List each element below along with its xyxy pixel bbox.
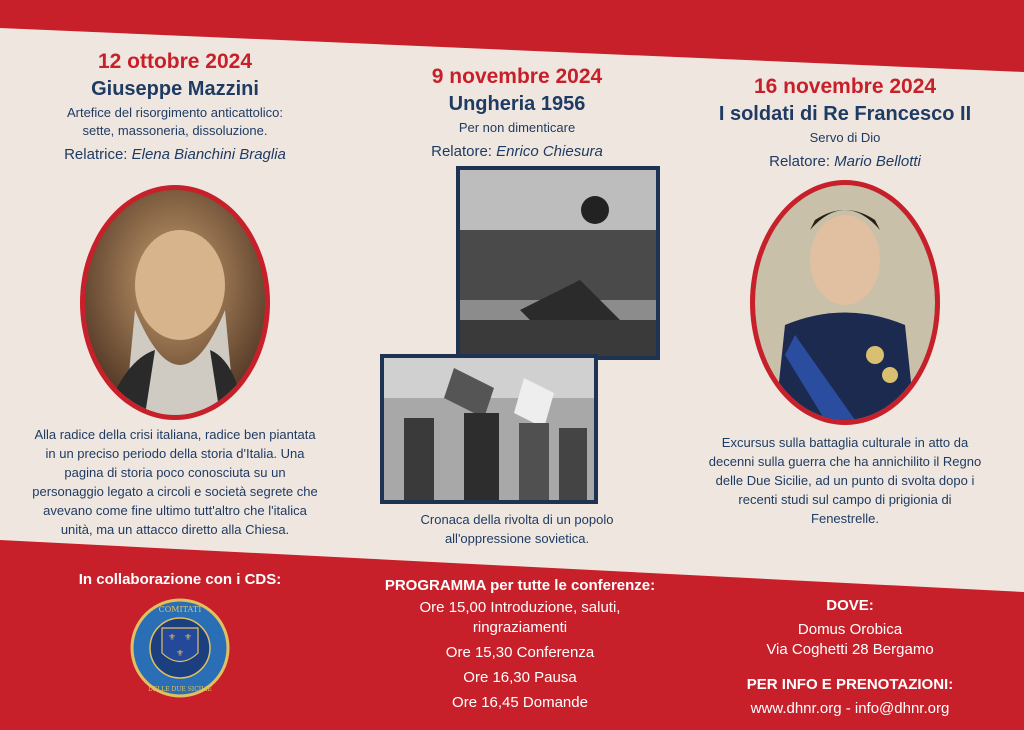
description-line: Alla radice della crisi italiana, radice ben piantata	[34, 427, 316, 442]
where-heading: DOVE:	[826, 597, 874, 614]
logo-bottom-text: DELLE DUE SICILIE	[148, 686, 212, 693]
portrait-mazzini	[80, 185, 270, 420]
venue-line: Domus Orobica	[797, 621, 903, 638]
event-date: 9 novembre 2024	[431, 65, 603, 88]
cds-logo	[130, 598, 230, 698]
event-speaker	[30, 146, 320, 163]
description-line: recenti studi sul campo di prigionia di	[738, 492, 952, 507]
speaker-role: Relatrice:	[64, 146, 128, 163]
event-column-3	[690, 75, 1000, 170]
description-line: Excursus sulla battaglia culturale in atto da	[721, 435, 969, 450]
event-subtitle-line: Per non dimenticare	[458, 120, 576, 135]
portrait-francesco-ii	[750, 180, 940, 425]
event-subtitle-line: Artefice del risorgimento anticattolico:	[66, 105, 284, 120]
description-line: in un preciso periodo della storia d'Italia. Una	[45, 446, 305, 461]
speaker-role: Relatore:	[431, 143, 492, 160]
event-date: 12 ottobre 2024	[97, 50, 253, 73]
description-line: unità, ma un attacco diretto alla Chiesa.	[60, 522, 290, 537]
event-subtitle-line: Servo di Dio	[809, 130, 881, 145]
program-line: Ore 15,30 Conferenza	[445, 644, 595, 661]
contact-line[interactable]: www.dhnr.org - info@dhnr.org	[750, 700, 950, 717]
event-speaker	[372, 143, 662, 160]
description-line: personaggio legato a circoli e società segrete che	[32, 484, 318, 499]
description-line: decenni sulla guerra che ha annichilito il Regno	[708, 454, 982, 469]
description-line: Cronaca della rivolta di un popolo	[420, 512, 614, 527]
logo-top-text: COMITATI	[158, 605, 202, 614]
event-column-1	[30, 50, 320, 163]
program-line: Ore 16,45 Domande	[452, 694, 588, 711]
svg-text:⚜: ⚜	[175, 649, 185, 659]
description-line: avevano come fine ultimo tutt'altro che l'italica	[43, 503, 307, 518]
speaker-name: Elena Bianchini Braglia	[131, 146, 286, 163]
venue-line: Via Coghetti 28 Bergamo	[766, 641, 934, 658]
info-heading: PER INFO E PRENOTAZIONI:	[746, 676, 954, 693]
speaker-name: Mario Bellotti	[834, 153, 921, 170]
description-line: all'oppressione sovietica.	[444, 531, 590, 546]
svg-text:⚜: ⚜	[167, 633, 177, 643]
speaker-name: Enrico Chiesura	[496, 143, 603, 160]
photo-flag-march	[380, 354, 598, 504]
event-title: I soldati di Re Francesco II	[718, 103, 972, 125]
event-description	[690, 433, 1000, 528]
event-title: Giuseppe Mazzini	[91, 78, 259, 100]
collab-heading: In collaborazione con i CDS:	[78, 571, 282, 588]
program-line: Ore 16,30 Pausa	[463, 669, 577, 686]
venue-block	[700, 597, 1000, 719]
event-column-2	[372, 65, 662, 160]
program-heading: PROGRAMMA per tutte le conferenze:	[384, 577, 656, 594]
event-subtitle-line: sette, massoneria, dissoluzione.	[82, 123, 268, 138]
svg-text:⚜: ⚜	[183, 633, 193, 643]
speaker-role: Relatore:	[769, 153, 830, 170]
program-line: ringraziamenti	[472, 619, 568, 636]
description-line: pagina di storia poco conosciuta su un	[64, 465, 286, 480]
photo-budapest-statue	[456, 166, 660, 360]
program-block	[365, 577, 675, 713]
program-line: Ore 15,00 Introduzione, saluti,	[419, 599, 621, 616]
event-title: Ungheria 1956	[448, 93, 586, 115]
description-line: Fenestrelle.	[811, 511, 879, 526]
description-line: delle Due Sicilie, ad un punto di svolta dopo i	[715, 473, 975, 488]
event-date: 16 novembre 2024	[753, 75, 937, 98]
event-description	[15, 425, 335, 539]
event-speaker	[690, 153, 1000, 170]
event-description	[372, 510, 662, 548]
